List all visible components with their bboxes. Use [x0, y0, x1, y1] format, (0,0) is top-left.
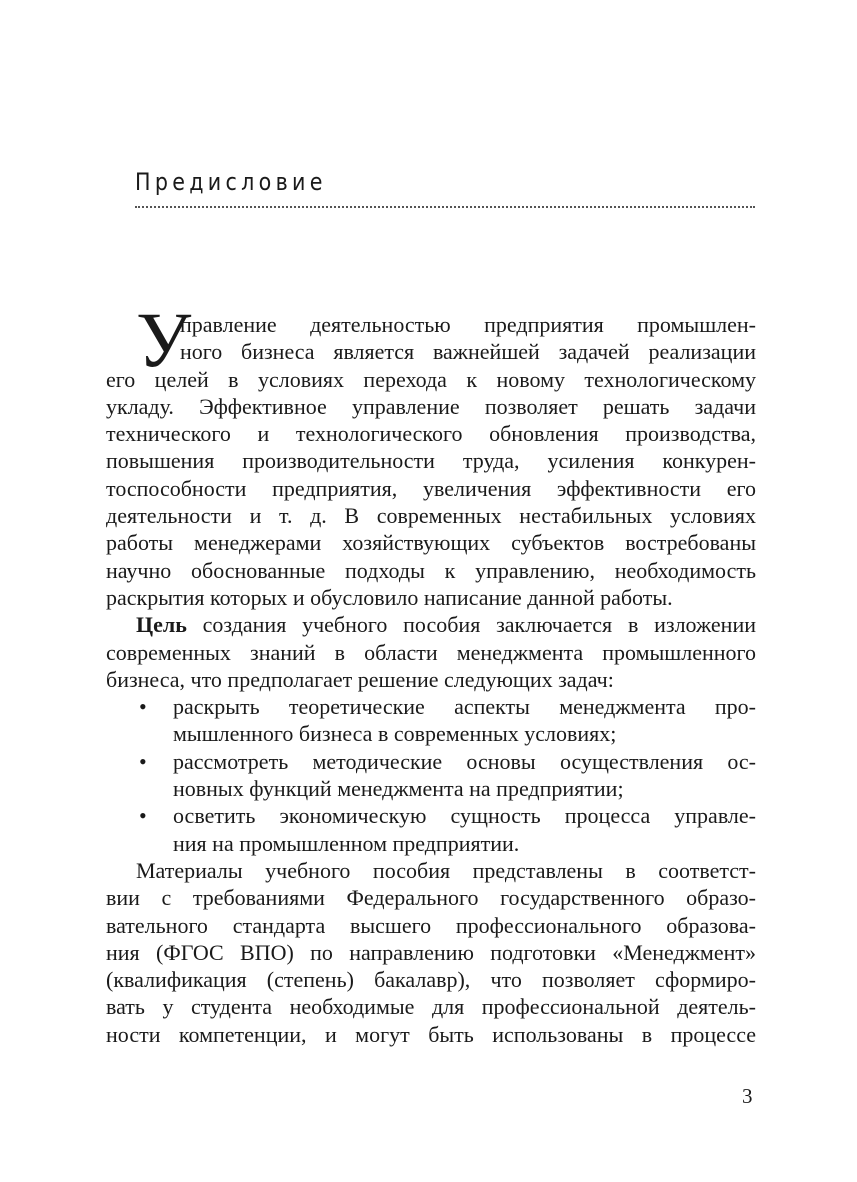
bullet-line: новных функций менеджмента на предприятии;: [173, 776, 624, 802]
drop-cap: У: [136, 296, 192, 383]
intro-line: тоспособности предприятия, увеличения эффективности его: [106, 475, 756, 501]
bullet-line: рассмотреть методические основы осуществления ос-: [173, 748, 756, 774]
materials-line: вать у студента необходимые для профессиональной деятель-: [106, 994, 756, 1020]
intro-line: правление деятельностью предприятия промышлен-: [180, 312, 756, 337]
bullet-line: раскрыть теоретические аспекты менеджмента про-: [173, 694, 756, 720]
intro-line: технического и технологического обновления производства,: [106, 421, 756, 447]
goal-line: [106, 611, 756, 638]
intro-line: работы менеджерами хозяйствующих субъектов востребованы: [106, 530, 756, 556]
goal-first-line-text: создания учебного пособия заключается в изложении: [186, 612, 756, 638]
bullet-icon: •: [139, 694, 147, 720]
bullet-icon: •: [139, 803, 147, 829]
bullet-line: мышленного бизнеса в современных условиях;: [173, 721, 617, 747]
materials-line: ния (ФГОС ВПО) по направлению подготовки «Менеджмент»: [106, 939, 756, 965]
intro-line: повышения производительности труда, усиления конкурен-: [106, 448, 756, 474]
bullet-item: [106, 748, 756, 803]
intro-line: укладу. Эффективное управление позволяет решать задачи: [106, 393, 756, 419]
goal-line: бизнеса, что предполагает решение следующих задач:: [106, 666, 614, 692]
bullet-item: [106, 693, 756, 748]
bullet-line: осветить экономическую сущность процесса управле-: [173, 803, 756, 829]
materials-line: вательного стандарта высшего профессионального образова-: [106, 912, 756, 938]
intro-line: ного бизнеса является важнейшей задачей реализации: [180, 339, 756, 365]
heading-dotted-rule: [135, 206, 755, 208]
bullet-line: ния на промышленном предприятии.: [173, 830, 520, 856]
materials-line: вии с требованиями Федерального государственного образо-: [106, 885, 756, 911]
bullet-item: [106, 802, 756, 857]
intro-line: деятельности и т. д. В современных нестабильных условиях: [106, 503, 756, 529]
materials-line: Материалы учебного пособия представлены в соответст-: [136, 857, 756, 883]
goal-bold-word: Цель: [136, 612, 187, 638]
section-heading: Предисловие: [135, 168, 327, 196]
materials-line: (квалификация (степень) бакалавр), что позволяет сформиро-: [106, 967, 756, 993]
intro-line: раскрытия которых и обусловило написание данной работы.: [106, 584, 673, 610]
body-text: [106, 311, 756, 1048]
intro-line: научно обоснованные подходы к управлению, необходимость: [106, 557, 756, 583]
bullet-icon: •: [139, 748, 147, 774]
intro-line: его целей в условиях перехода к новому технологическому: [106, 366, 756, 392]
page-number: 3: [742, 1084, 753, 1108]
materials-line: ности компетенции, и могут быть использованы в процессе: [106, 1021, 756, 1047]
goal-line: современных знаний в области менеджмента промышленного: [106, 639, 756, 665]
